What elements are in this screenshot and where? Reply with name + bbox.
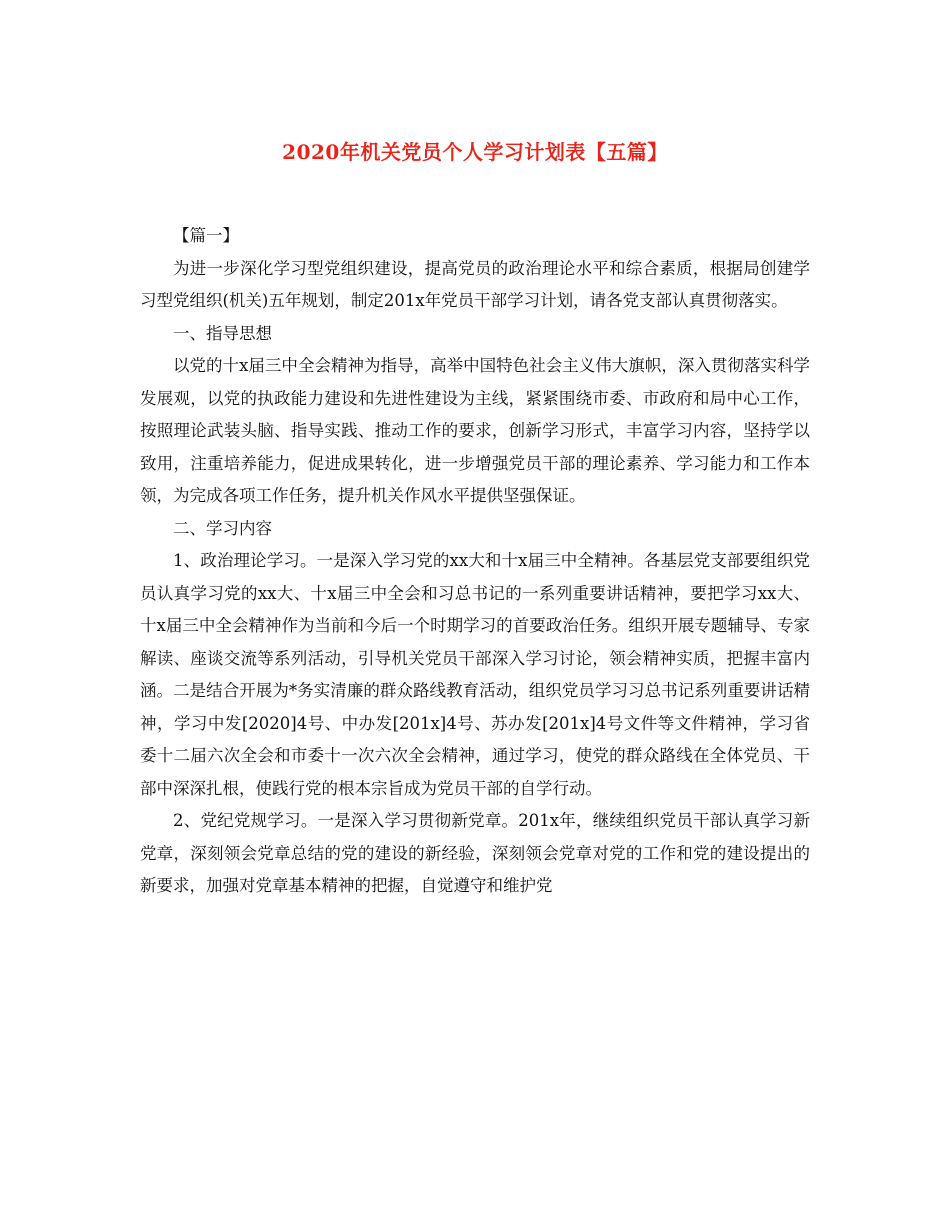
document-body — [140, 220, 810, 903]
guiding-thought-paragraph: 以党的十x届三中全会精神为指导，高举中国特色社会主义伟大旗帜，深入贯彻落实科学发展观，以党的执政能力建设和先进性建设为主线，紧紧围绕市委、市政府和局中心工作，按照理论武装头脑、指导实践、推动工作的要求，创新学习形式，丰富学习内容，坚持学以致用，注重培养能力，促进成果转化，进一步增强党员干部的理论素养、学习能力和工作本领，为完成各项工作任务，提升机关作风水平提供坚强保证。 — [140, 356, 810, 505]
document-title: 2020年机关党员个人学习计划表【五篇】 — [282, 140, 668, 164]
political-theory-paragraph: 1、政治理论学习。一是深入学习党的xx大和十x届三中全精神。各基层党支部要组织党员认真学习党的xx大、十x届三中全会和习总书记的一系列重要讲话精神，要把学习xx大、十x届三中全会精神作为当前和今后一个时期学习的首要政治任务。组织开展专题辅导、专家解读、座谈交流等系列活动，引导机关党员干部深入学习讨论，领会精神实质，把握丰富内涵。二是结合开展为*务实清廉的群众路线教育活动，组织党员学习习总书记系列重要讲话精神，学习中发[2020]4号、中办发[201x]4号、苏办发[201x]4号文件等文件精神，学习省委十二届六次全会和市委十一次六次全会精神，通过学习，使党的群众路线在全体党员、干部中深深扎根，使践行党的根本宗旨成为党员干部的自学行动。 — [140, 551, 810, 798]
intro-paragraph: 为进一步深化学习型党组织建设，提高党员的政治理论水平和综合素质，根据局创建学习型党组织(机关)五年规划，制定201x年党员干部学习计划，请各党支部认真贯彻落实。 — [140, 258, 810, 310]
section-heading-part-one: 【篇一】 — [173, 226, 239, 245]
party-discipline-paragraph: 2、党纪党规学习。一是深入学习贯彻新党章。201x年，继续组织党员干部认真学习新党章，深刻领会党章总结的党的建设的新经验，深刻领会党章对党的工作和党的建设提出的新要求，加强对党章基本精神的把握，自觉遵守和维护党 — [140, 811, 810, 895]
section-heading-study-content: 二、学习内容 — [173, 518, 272, 538]
section-heading-guiding-thought: 一、指导思想 — [173, 323, 272, 343]
